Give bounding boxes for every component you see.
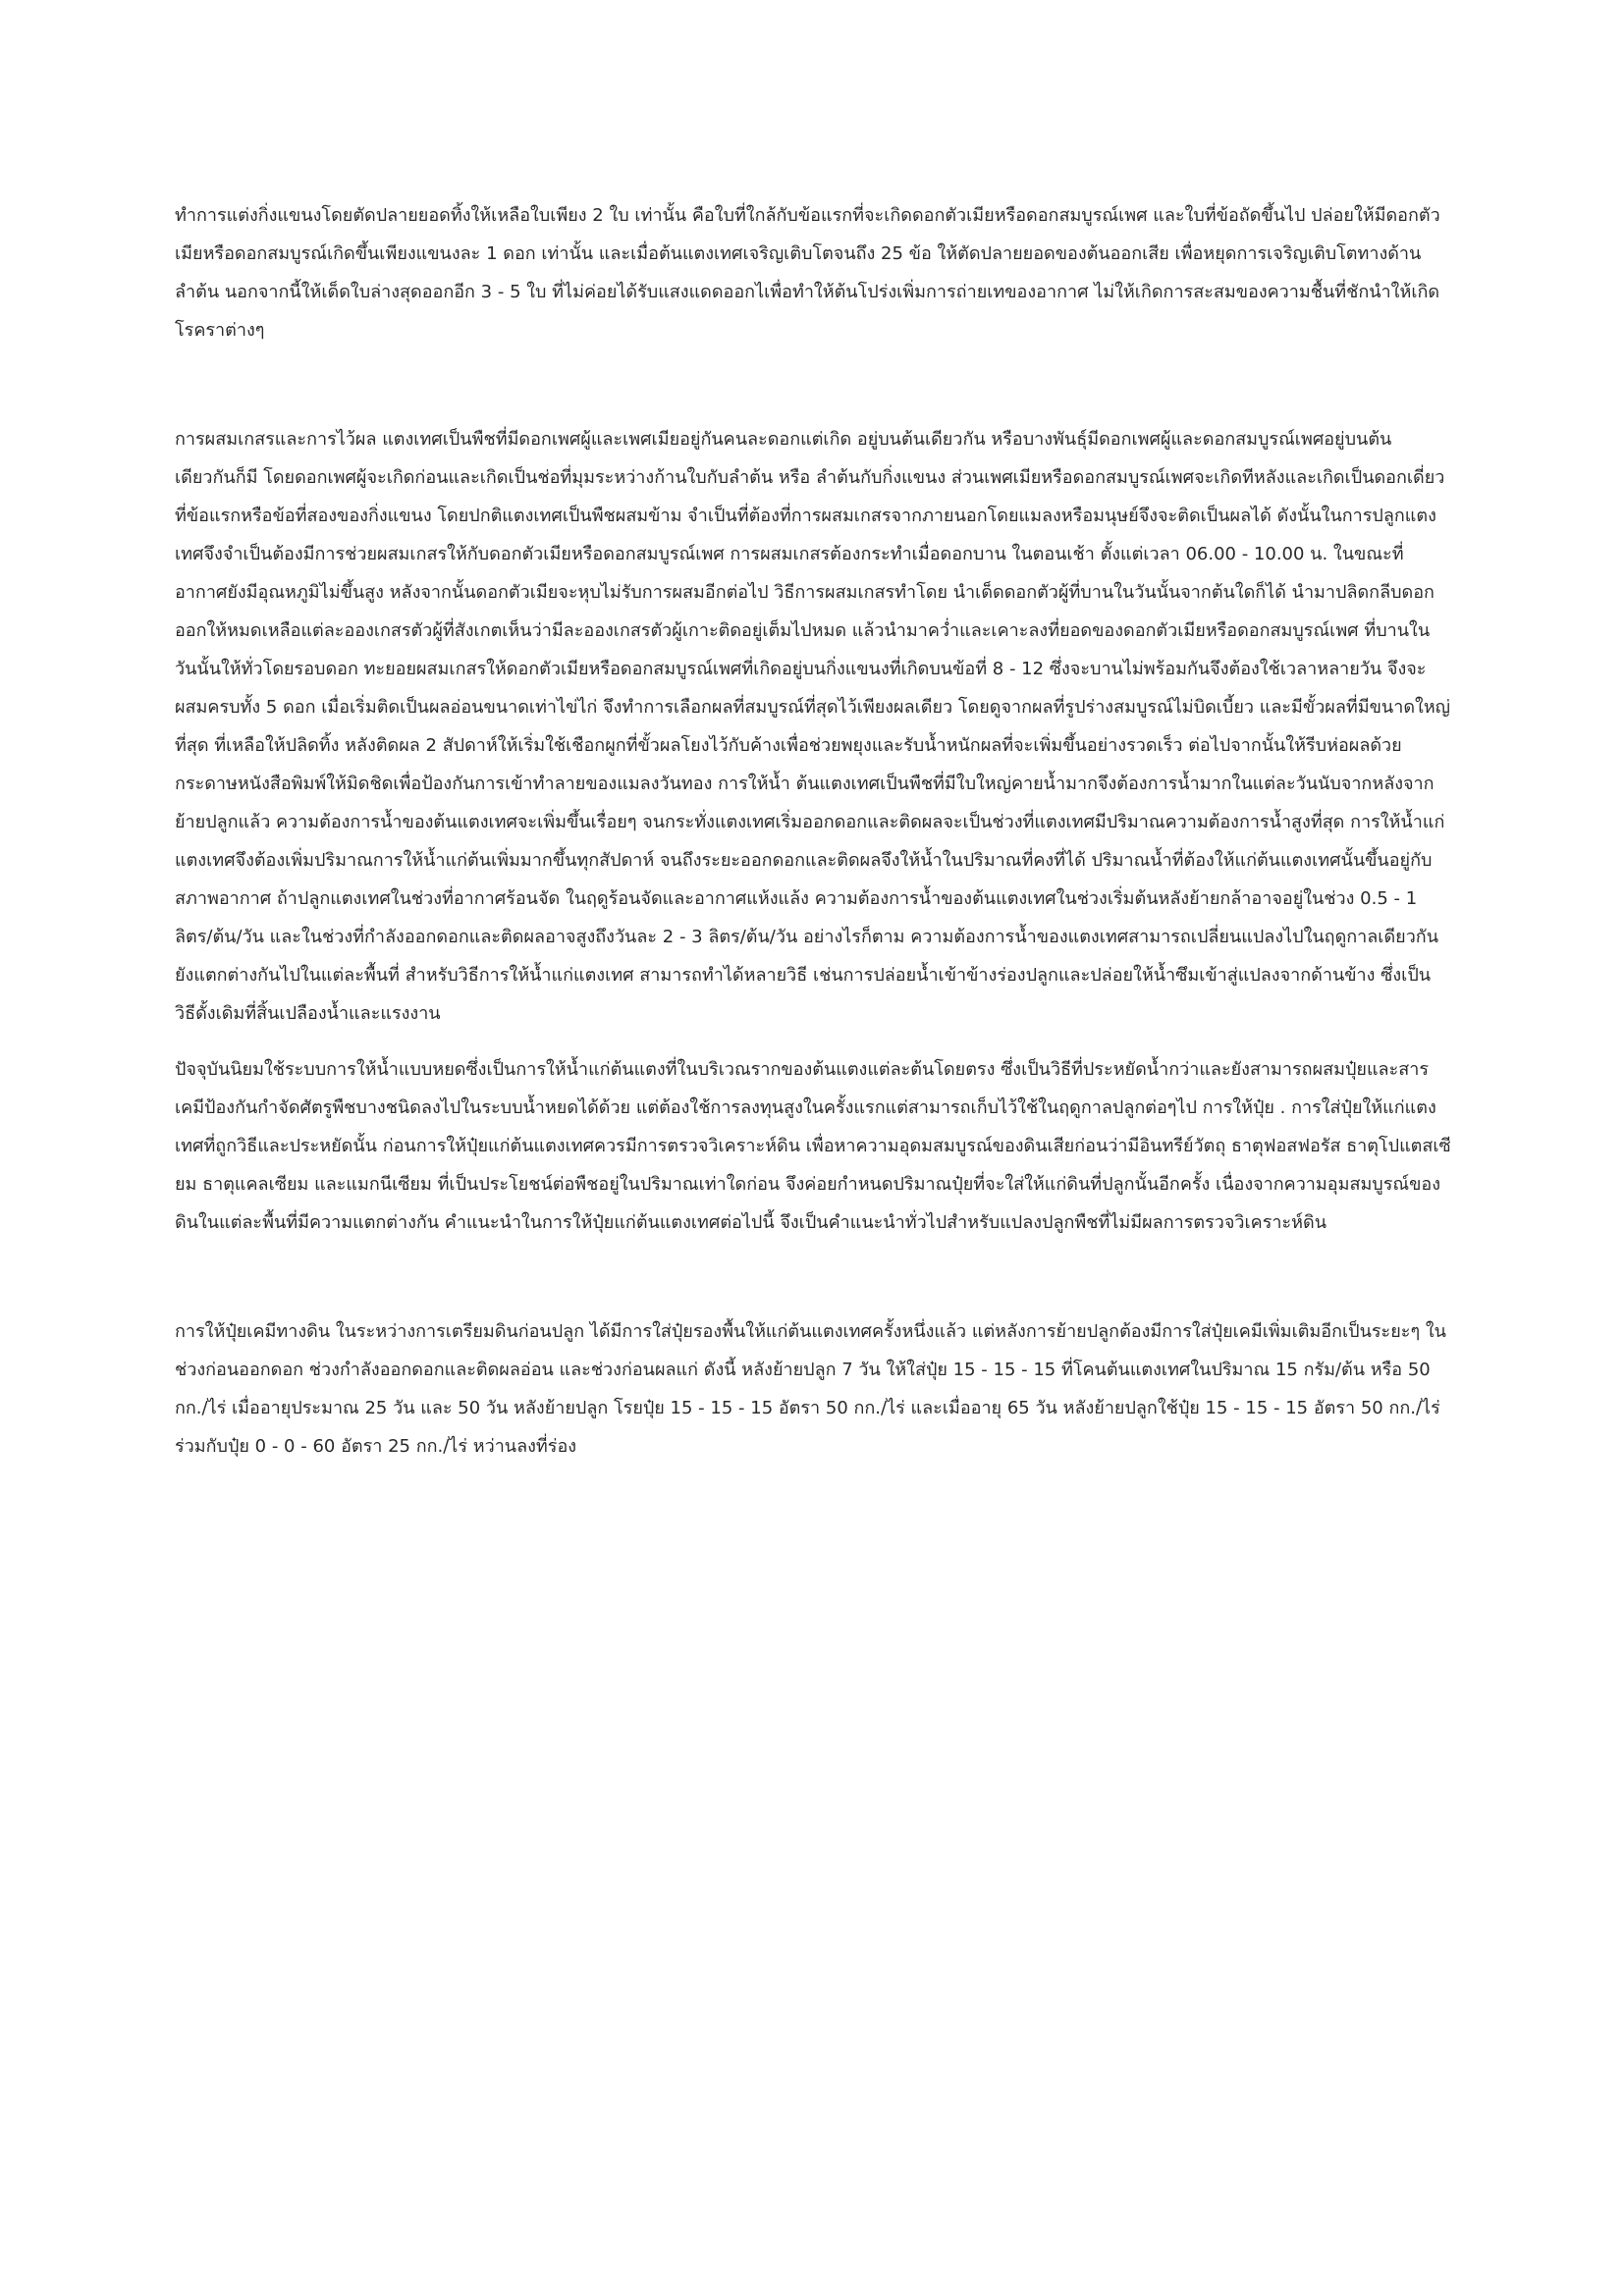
- paragraph-chemical-fertilizer: การให้ปุ๋ยเคมีทางดิน ในระหว่างการเตรียมดินก่อนปลูก ได้มีการใส่ปุ๋ยรองพื้นให้แก่ต้นแตงเทศครั้งหนึ่งแล้ว แต่หลังการย้ายปลูกต้องมีการใส่ปุ๋ยเคมีเพิ่มเติมอีกเป็นระยะๆ ในช่วงก่อนออกดอก ช่วงกำลังออกดอกและติดผลอ่อน และช่วงก่อนผลแก่ ดังนี้ หลังย้ายปลูก 7 วัน ให้ใส่ปุ๋ย 15 - 15 - 15 ที่โคนต้นแตงเทศในปริมาณ 15 กรัม/ต้น หรือ 50 กก./ไร่ เมื่ออายุประมาณ 25 วัน และ 50 วัน หลังย้ายปลูก โรยปุ๋ย 15 - 15 - 15 อัตรา 50 กก./ไร่ และเมื่ออายุ 65 วัน หลังย้ายปลูกใช้ปุ๋ย 15 - 15 - 15 อัตรา 50 กก./ไร่ ร่วมกับปุ๋ย 0 - 0 - 60 อัตรา 25 กก./ไร่ หว่านลงที่ร่อง: [175, 1321, 1446, 1457]
- paragraph-pollination-watering: การผสมเกสรและการไว้ผล แตงเทศเป็นพืชที่มีดอกเพศผู้และเพศเมียอยู่กันคนละดอกแต่เกิด อยู่บนต้นเดียวกัน หรือบางพันธุ์มีดอกเพศผู้และดอกสมบูรณ์เพศอยู่บนต้นเดียวกันก็มี โดยดอกเพศผู้จะเกิดก่อนและเกิดเป็นช่อที่มุมระหว่างก้านใบกับลำต้น หรือ ลำต้นกับกิ่งแขนง ส่วนเพศเมียหรือดอกสมบูรณ์เพศจะเกิดทีหลังและเกิดเป็นดอกเดี่ยว ที่ข้อแรกหรือข้อที่สองของกิ่งแขนง โดยปกติแตงเทศเป็นพืชผสมข้าม จำเป็นที่ต้องที่การผสมเกสรจากภายนอกโดยแมลงหรือมนุษย์จึงจะติดเป็นผลได้ ดังนั้นในการปลูกแตงเทศจึงจำเป็นต้องมีการช่วยผสมเกสรให้กับดอกตัวเมียหรือดอกสมบูรณ์เพศ การผสมเกสรต้องกระทำเมื่อดอกบาน ในตอนเช้า ตั้งแต่เวลา 06.00 - 10.00 น. ในขณะที่อากาศยังมีอุณหภูมิไม่ขึ้นสูง หลังจากนั้นดอกตัวเมียจะหุบไม่รับการผสมอีกต่อไป วิธีการผสมเกสรทำโดย นำเด็ดดอกตัวผู้ที่บานในวันนั้นจากต้นใดก็ได้ นำมาปลิดกลีบดอกออกให้หมดเหลือแต่ละอองเกสรตัวผู้ที่สังเกตเห็นว่ามีละอองเกสรตัวผู้เกาะติดอยู่เต็มไปหมด แล้วนำมาคว่ำและเคาะลงที่ยอดของดอกตัวเมียหรือดอกสมบูรณ์เพศ ที่บานในวันนั้นให้ทั่วโดยรอบดอก ทะยอยผสมเกสรให้ดอกตัวเมียหรือดอกสมบูรณ์เพศที่เกิดอยู่บนกิ่งแขนงที่เกิดบนข้อที่ 8 - 12 ซึ่งจะบานไม่พร้อมกันจึงต้องใช้เวลาหลายวัน จึงจะผสมครบทั้ง 5 ดอก เมื่อเริ่มติดเป็นผลอ่อนขนาดเท่าไข่ไก่ จึงทำการเลือกผลที่สมบูรณ์ที่สุดไว้เพียงผลเดียว โดยดูจากผลที่รูปร่างสมบูรณ์ไม่บิดเบี้ยว และมีขั้วผลที่มีขนาดใหญ่ที่สุด ที่เหลือให้ปลิดทิ้ง หลังติดผล 2 สัปดาห์ให้เริ่มใช้เชือกผูกที่ขั้วผลโยงไว้กับค้างเพื่อช่วยพยุงและรับน้ำหนักผลที่จะเพิ่มขึ้นอย่างรวดเร็ว ต่อไปจากนั้นให้รีบห่อผลด้วยกระดาษหนังสือพิมพ์ให้มิดชิดเพื่อป้องกันการเข้าทำลายของแมลงวันทอง การให้น้ำ ต้นแตงเทศเป็นพืชที่มีใบใหญ่คายน้ำมากจึงต้องการน้ำมากในแต่ละวันนับจากหลังจากย้ายปลูกแล้ว ความต้องการน้ำของต้นแตงเทศจะเพิ่มขึ้นเรื่อยๆ จนกระทั่งแตงเทศเริ่มออกดอกและติดผลจะเป็นช่วงที่แตงเทศมีปริมาณความต้องการน้ำสูงที่สุด การให้น้ำแก่แตงเทศจึงต้องเพิ่มปริมาณการให้น้ำแก่ต้นเพิ่มมากขึ้นทุกสัปดาห์ จนถึงระยะออกดอกและติดผลจึงให้น้ำในปริมาณที่คงที่ได้ ปริมาณน้ำที่ต้องให้แก่ต้นแตงเทศนั้นขึ้นอยู่กับสภาพอากาศ ถ้าปลูกแตงเทศในช่วงที่อากาศร้อนจัด ในฤดูร้อนจัดและอากาศแห้งแล้ง ความต้องการน้ำของต้นแตงเทศในช่วงเริ่มต้นหลังย้ายกล้าอาจอยู่ในช่วง 0.5 - 1 ลิตร/ต้น/วัน และในช่วงที่กำลังออกดอกและติดผลอาจสูงถึงวันละ 2 - 3 ลิตร/ต้น/วัน อย่างไรก็ตาม ความต้องการน้ำของแตงเทศสามารถเปลี่ยนแปลงไปในฤดูกาลเดียวกัน ยังแตกต่างกันไปในแต่ละพื้นที่ สำหรับวิธีการให้น้ำแก่แตงเทศ สามารถทำได้หลายวิธี เช่นการปล่อยน้ำเข้าข้างร่องปลูกและปล่อยให้น้ำซึมเข้าสู่แปลงจากด้านข้าง ซึ่งเป็นวิธีดั้งเดิมที่สิ้นเปลืองน้ำและแรงงาน: [175, 429, 1451, 1024]
- paragraph-pruning: ทำการแต่งกิ่งแขนงโดยตัดปลายยอดทิ้งให้เหลือใบเพียง 2 ใบ เท่านั้น คือใบที่ใกล้กับข้อแรกที่จะเกิดดอกตัวเมียหรือดอกสมบูรณ์เพศ และใบที่ข้อถัดขึ้นไป ปล่อยให้มีดอกตัวเมียหรือดอกสมบูรณ์เกิดขึ้นเพียงแขนงละ 1 ดอก เท่านั้น และเมื่อต้นแตงเทศเจริญเติบโตจนถึง 25 ข้อ ให้ตัดปลายยอดของต้นออกเสีย เพื่อหยุดการเจริญเติบโตทางด้านลำต้น นอกจากนี้ให้เด็ดใบล่างสุดออกอีก 3 - 5 ใบ ที่ไม่ค่อยได้รับแสงแดดออกไเพื่อทำให้ต้นโปร่งเพิ่มการถ่ายเทของอากาศ ไม่ให้เกิดการสะสมของความชื้นที่ชักนำให้เกิดโรคราต่างๆ: [175, 205, 1440, 341]
- paragraph-spacer: [175, 349, 1451, 420]
- paragraph-drip-irrigation-fertilizer: ปัจจุบันนิยมใช้ระบบการให้น้ำแบบหยดซึ่งเป็นการให้น้ำแก่ต้นแตงที่ในบริเวณรากของต้นแตงแต่ละต้นโดยตรง ซึ่งเป็นวิธีที่ประหยัดน้ำกว่าและยังสามารถผสมปุ๋ยและสารเคมีป้องกันกำจัดศัตรูพืชบางชนิดลงไปในระบบน้ำหยดได้ด้วย แต่ต้องใช้การลงทุนสูงในครั้งแรกแต่สามารถเก็บไว้ใช้ในฤดูกาลปลูกต่อๆไป การให้ปุ๋ย . การใส่ปุ๋ยให้แก่แตงเทศที่ถูกวิธีและประหยัดนั้น ก่อนการให้ปุ๋ยแก่ต้นแตงเทศควรมีการตรวจวิเคราะห์ดิน เพื่อหาความอุดมสมบูรณ์ของดินเสียก่อนว่ามีอินทรีย์วัตถุ ธาตุฟอสฟอรัส ธาตุโปแตสเซียม ธาตุแคลเซียม และแมกนีเซียม ที่เป็นประโยชน์ต่อพืชอยู่ในปริมาณเท่าใดก่อน จึงค่อยกำหนดปริมาณปุ๋ยที่จะใส่ให้แก่ดินที่ปลูกนั้นอีกครั้ง เนื่องจากความอุมสมบูรณ์ของดินในแต่ละพื้นที่มีความแตกต่างกัน คำแนะนำในการให้ปุ๋ยแก่ต้นแตงเทศต่อไปนี้ จึงเป็นคำแนะนำทั่วไปสำหรับแปลงปลูกพืชที่ไม่มีผลการตรวจวิเคราะห์ดิน: [175, 1059, 1451, 1233]
- paragraph-spacer: [175, 1242, 1451, 1312]
- paragraph-spacer: [175, 1033, 1451, 1050]
- document-body: [175, 196, 1451, 1466]
